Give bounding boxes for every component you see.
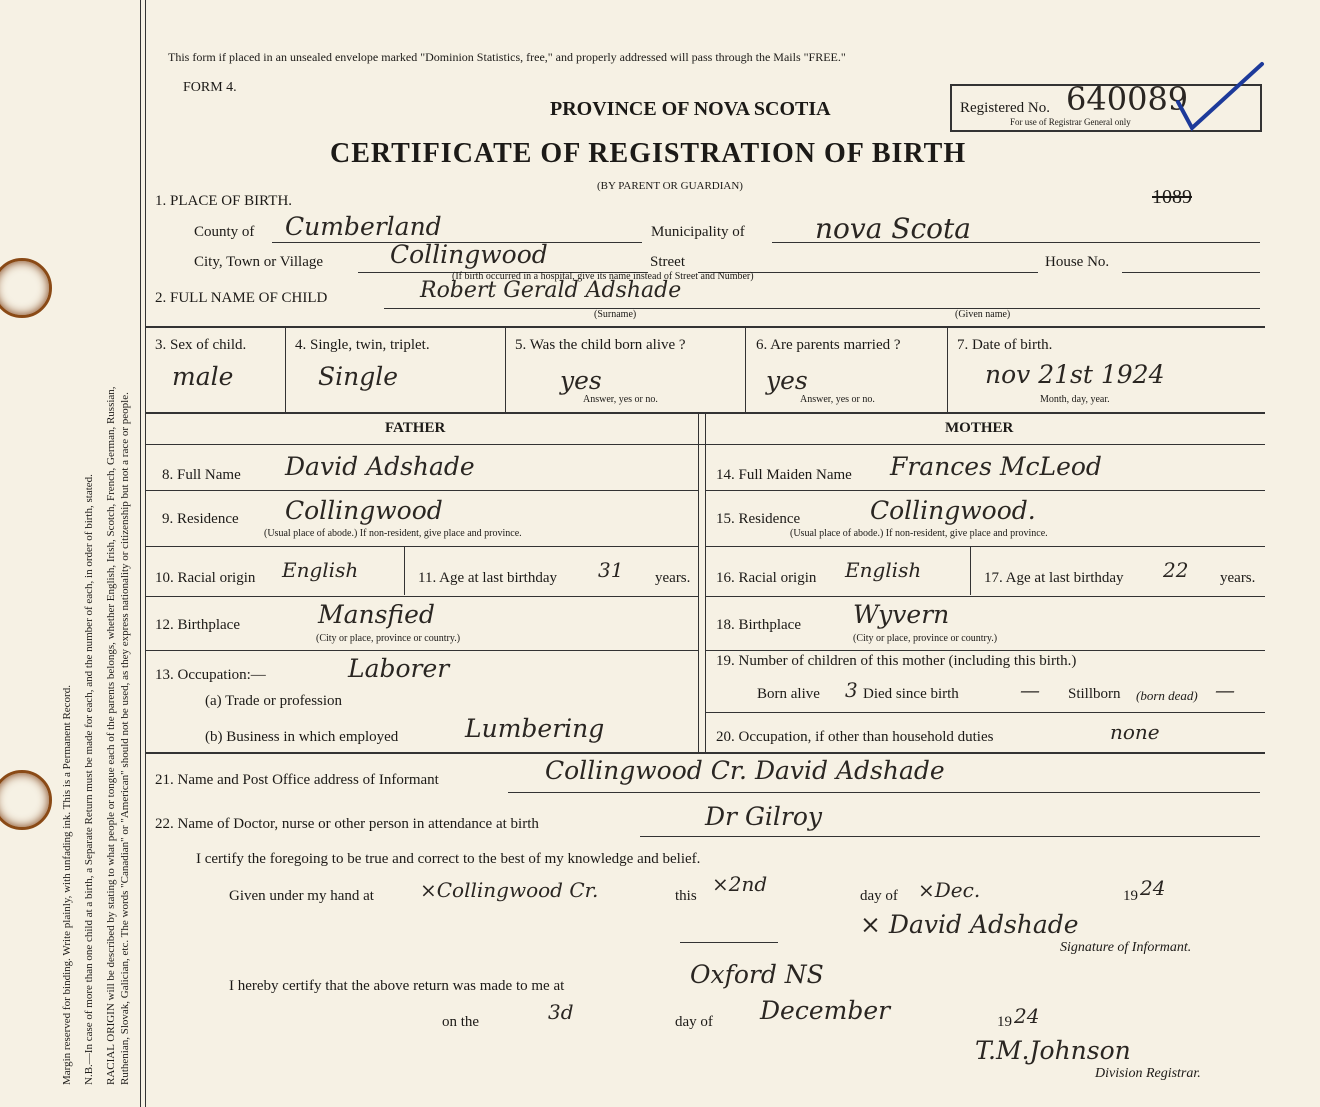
father-occupation-label: 13. Occupation:—	[155, 667, 266, 683]
father-row-1	[145, 490, 698, 491]
side-note-binding: Margin reserved for binding. Write plainly, with unfading ink. This is a Permanent Record.	[61, 685, 73, 1085]
municipality-value: nova Scota	[815, 212, 971, 245]
born-alive-note: Answer, yes or no.	[583, 394, 658, 405]
father-race-value: English	[282, 558, 359, 582]
mother-row-1	[705, 490, 1265, 491]
father-row-3	[145, 596, 698, 597]
mother-heading: MOTHER	[945, 420, 1014, 436]
mother-age-value: 22	[1163, 558, 1189, 582]
registrar-signature-label: Division Registrar.	[1095, 1066, 1201, 1081]
month-value: ×Dec.	[918, 878, 981, 902]
place-of-birth-heading: 1. PLACE OF BIRTH.	[155, 193, 293, 209]
father-occupation-value: Laborer	[348, 654, 450, 683]
hospital-note: (If birth occurred in a hospital, give its name instead of Street and Number)	[452, 271, 754, 282]
father-row-2	[145, 546, 698, 547]
registrar-day-of-label: day of	[675, 1014, 713, 1030]
mother-row-4	[705, 650, 1265, 651]
binding-hole-top	[0, 258, 52, 318]
mother-race-label: 16. Racial origin	[716, 570, 817, 586]
father-name-label: 8. Full Name	[162, 467, 241, 483]
child-name-line	[384, 308, 1260, 309]
on-the-label: on the	[442, 1014, 480, 1030]
stillborn-note: (born dead)	[1136, 688, 1198, 703]
plurality-label: 4. Single, twin, triplet.	[295, 337, 430, 353]
born-alive-value: yes	[560, 366, 602, 395]
informant-value: Collingwood Cr. David Adshade	[545, 756, 945, 785]
father-age-value: 31	[598, 558, 624, 582]
doctor-line	[640, 836, 1260, 837]
informant-line	[508, 792, 1260, 793]
registration-number: 640089	[1066, 80, 1189, 118]
mother-residence-label: 15. Residence	[716, 511, 801, 527]
informant-signature: × David Adshade	[860, 910, 1079, 939]
dob-note: Month, day, year.	[1040, 394, 1110, 405]
father-business-value: Lumbering	[465, 714, 605, 743]
father-birthplace-label: 12. Birthplace	[155, 617, 240, 633]
given-place-value: ×Collingwood Cr.	[420, 878, 599, 902]
stillborn-label: Stillborn	[1068, 686, 1121, 702]
born-alive-label: 5. Was the child born alive ?	[515, 337, 686, 353]
informant-label: 21. Name and Post Office address of Informant	[155, 772, 439, 788]
father-city-note: (City or place, province or country.)	[316, 633, 461, 644]
mail-notice: This form if placed in an unsealed envelope marked "Dominion Statistics, free," and properly addressed will pass through the Mails "FREE."	[168, 50, 846, 64]
city-label: City, Town or Village	[194, 254, 324, 270]
father-residence-label: 9. Residence	[162, 511, 239, 527]
side-note-racial-origin: RACIAL ORIGIN will be described by stating to what people or tongue each of the parents belongs, whether English, Irish, Scotch, French, German, Russian,	[105, 386, 117, 1085]
year-prefix: 19	[1123, 888, 1138, 904]
mother-city-note: (City or place, province or country.)	[853, 633, 998, 644]
row3-divider-2	[505, 327, 506, 412]
mother-birthplace-label: 18. Birthplace	[716, 617, 801, 633]
province-heading: PROVINCE OF NOVA SCOTIA	[550, 98, 831, 120]
informant-signature-label: Signature of Informant.	[1060, 940, 1192, 955]
married-label: 6. Are parents married ?	[756, 337, 901, 353]
stillborn-value: —	[1215, 678, 1235, 702]
born-alive-count-label: Born alive	[757, 686, 820, 702]
father-age-label: 11. Age at last birthday	[418, 570, 557, 586]
doctor-label: 22. Name of Doctor, nurse or other person in attendance at birth	[155, 816, 539, 832]
sex-value: male	[172, 362, 234, 391]
registrar-place-value: Oxford NS	[690, 960, 824, 989]
mother-name-value: Frances McLeod	[890, 452, 1102, 481]
children-count-label: 19. Number of children of this mother (including this birth.)	[716, 653, 1077, 669]
house-line	[1122, 272, 1260, 273]
father-birthplace-value: Mansfied	[318, 600, 435, 629]
registrar-month-value: December	[760, 996, 891, 1025]
registrar-statement: I hereby certify that the above return was made to me at	[229, 978, 565, 994]
mother-age-label: 17. Age at last birthday	[984, 570, 1124, 586]
mother-row-3	[705, 596, 1265, 597]
mother-race-divider	[970, 547, 971, 595]
form-number: FORM 4.	[183, 80, 237, 95]
dob-label: 7. Date of birth.	[957, 337, 1053, 353]
county-value: Cumberland	[285, 212, 442, 241]
side-note-nationality: Ruthenian, Slovak, Galician, etc. The words "Canadian" or "American" should not be used, as they express nationality or citizenship but not a race or people.	[119, 392, 131, 1085]
surname-note: (Surname)	[594, 309, 637, 320]
mother-years: years.	[1220, 570, 1256, 586]
died-since-birth-value: —	[1020, 678, 1040, 702]
father-race-divider	[404, 547, 405, 595]
county-label: County of	[194, 224, 255, 240]
mother-abode-note: (Usual place of abode.) If non-resident, give place and province.	[790, 528, 1048, 539]
registrar-signature: T.M.Johnson	[975, 1036, 1131, 1065]
child-name-value: Robert Gerald Adshade	[420, 278, 682, 303]
plurality-value: Single	[318, 362, 399, 391]
page-subtitle: (BY PARENT OR GUARDIAN)	[597, 180, 743, 192]
doctor-value: Dr Gilroy	[705, 802, 823, 831]
father-row-4	[145, 650, 698, 651]
this-label: this	[675, 888, 697, 904]
municipality-line	[772, 242, 1260, 243]
mother-race-value: English	[845, 558, 922, 582]
married-note: Answer, yes or no.	[800, 394, 875, 405]
father-business-label: (b) Business in which employed	[205, 729, 399, 745]
margin-line-inner	[145, 0, 146, 1107]
sex-label: 3. Sex of child.	[155, 337, 247, 353]
mother-residence-value: Collingwood.	[870, 496, 1036, 525]
mother-occupation-label: 20. Occupation, if other than household duties	[716, 729, 994, 745]
parents-center-right	[705, 414, 706, 752]
died-since-birth-label: Died since birth	[863, 686, 959, 702]
stamp-number: 1089	[1152, 186, 1192, 208]
registration-label: Registered No.	[960, 100, 1050, 116]
mother-occupation-value: none	[1110, 720, 1160, 744]
row3-divider-3	[745, 327, 746, 412]
mother-name-label: 14. Full Maiden Name	[716, 467, 852, 483]
dob-value: nov 21st 1924	[985, 360, 1165, 389]
side-note-multiple-births: N.B.—In case of more than one child at a birth, a Separate Return must be made for each, and the number of each, in order of birth, stated.	[83, 474, 95, 1085]
binding-hole-bottom	[0, 770, 52, 830]
mother-birthplace-value: Wyvern	[853, 600, 950, 629]
registration-note: For use of Registrar General only	[1010, 117, 1131, 127]
given-name-note: (Given name)	[955, 309, 1011, 320]
father-trade-label: (a) Trade or profession	[205, 693, 343, 709]
page-title: CERTIFICATE OF REGISTRATION OF BIRTH	[330, 138, 967, 169]
street-label: Street	[650, 254, 685, 270]
father-race-label: 10. Racial origin	[155, 570, 256, 586]
row3-divider-1	[285, 327, 286, 412]
married-value: yes	[766, 366, 808, 395]
municipality-label: Municipality of	[651, 224, 745, 240]
given-under-label: Given under my hand at	[229, 888, 374, 904]
parents-head-line	[145, 444, 1265, 445]
father-residence-value: Collingwood	[285, 496, 443, 525]
father-name-value: David Adshade	[285, 452, 475, 481]
child-name-label: 2. FULL NAME OF CHILD	[155, 290, 328, 306]
mother-row-2	[705, 546, 1265, 547]
parents-bottom-line	[145, 752, 1265, 754]
registrar-day-value: 3d	[548, 1000, 574, 1024]
city-value: Collingwood	[390, 240, 548, 269]
father-years: years.	[655, 570, 691, 586]
checkmark-icon	[1170, 58, 1270, 138]
row3-top-line	[145, 326, 1265, 328]
mother-row-5	[705, 712, 1265, 713]
house-label: House No.	[1045, 254, 1110, 270]
parents-center-left	[698, 414, 699, 752]
row3-divider-4	[947, 327, 948, 412]
day-of-label: day of	[860, 888, 898, 904]
father-heading: FATHER	[385, 420, 446, 436]
certify-statement: I certify the foregoing to be true and correct to the best of my knowledge and belief.	[196, 851, 701, 867]
margin-line	[140, 0, 141, 1107]
registrar-year-prefix: 19	[997, 1014, 1012, 1030]
year-value: 24	[1140, 876, 1166, 900]
separator-line	[680, 942, 778, 943]
registrar-year-value: 24	[1014, 1004, 1040, 1028]
born-alive-count-value: 3	[845, 678, 858, 702]
day-value: ×2nd	[712, 872, 768, 896]
father-abode-note: (Usual place of abode.) If non-resident, give place and province.	[264, 528, 522, 539]
